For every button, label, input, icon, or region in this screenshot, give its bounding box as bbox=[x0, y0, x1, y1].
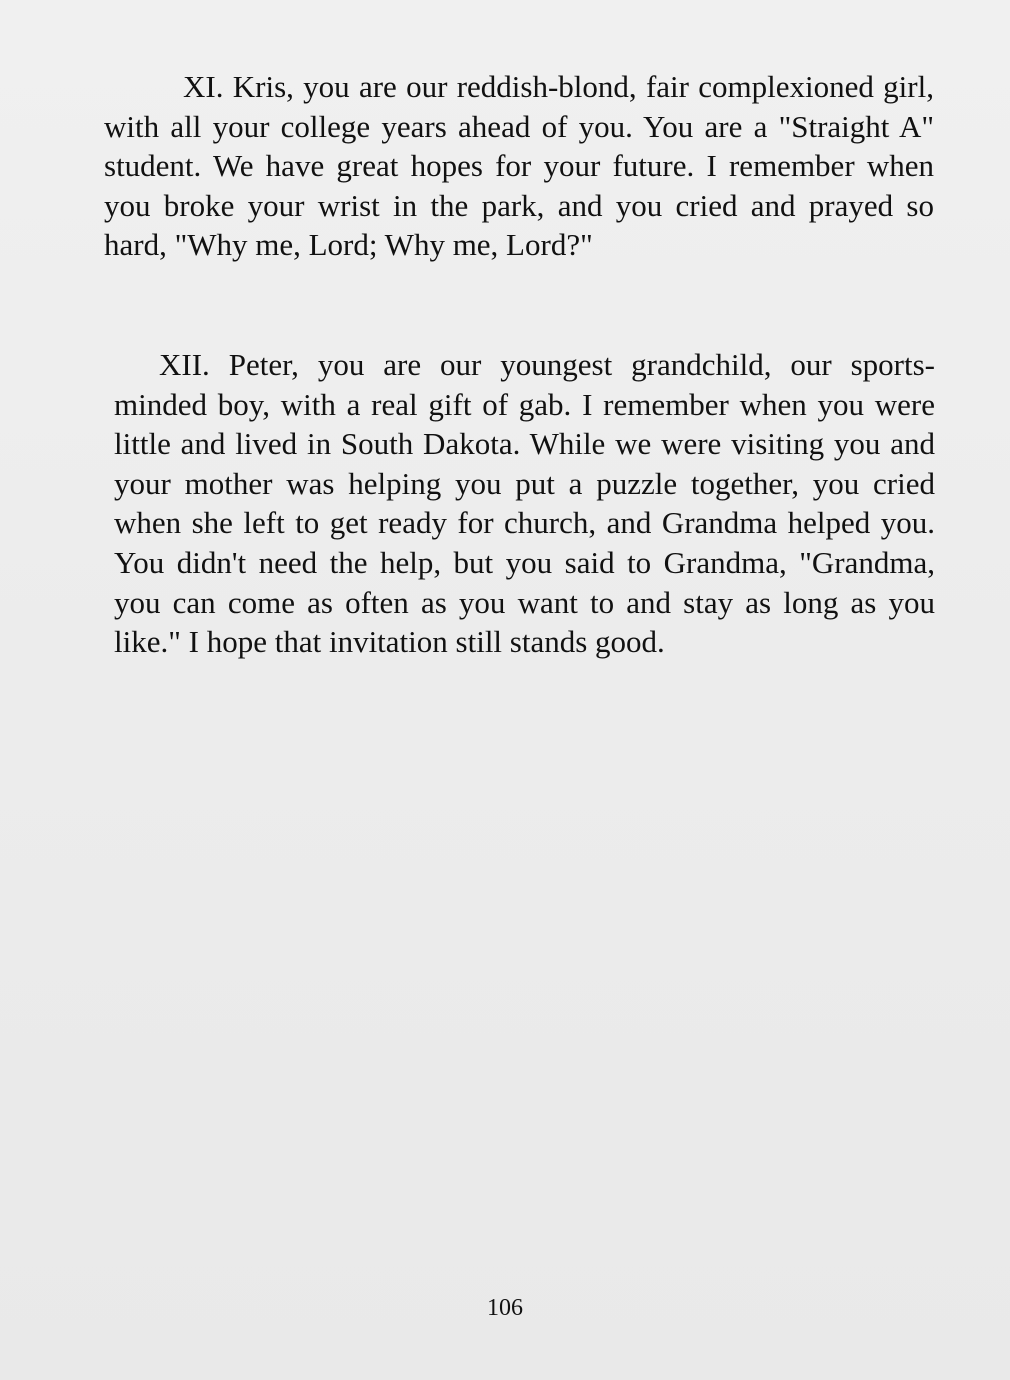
page-number: 106 bbox=[487, 1295, 523, 1321]
paragraph-kris: XI. Kris, you are our reddish-blond, fair complexioned girl, with all your college years ahead of you. You are a "Straight A" student. We have great hopes for your future. I remember when you broke your wrist in the park, and you cried and prayed so hard, "Why me, Lord; Why me, Lord?" bbox=[104, 69, 934, 263]
paragraph-peter: XII. Peter, you are our youngest grandchild, our sports-minded boy, with a real gift of gab. I remember when you were little and lived in South Dakota. While we were visiting you and your mother was helping you put a puzzle together, you cried when she left to get ready for church, and Grandma helped you. You didn't need the help, but you said to Grandma, "Grandma, you can come as often as you want to and stay as long as you like." I hope that invitation still stands good. bbox=[114, 347, 935, 660]
